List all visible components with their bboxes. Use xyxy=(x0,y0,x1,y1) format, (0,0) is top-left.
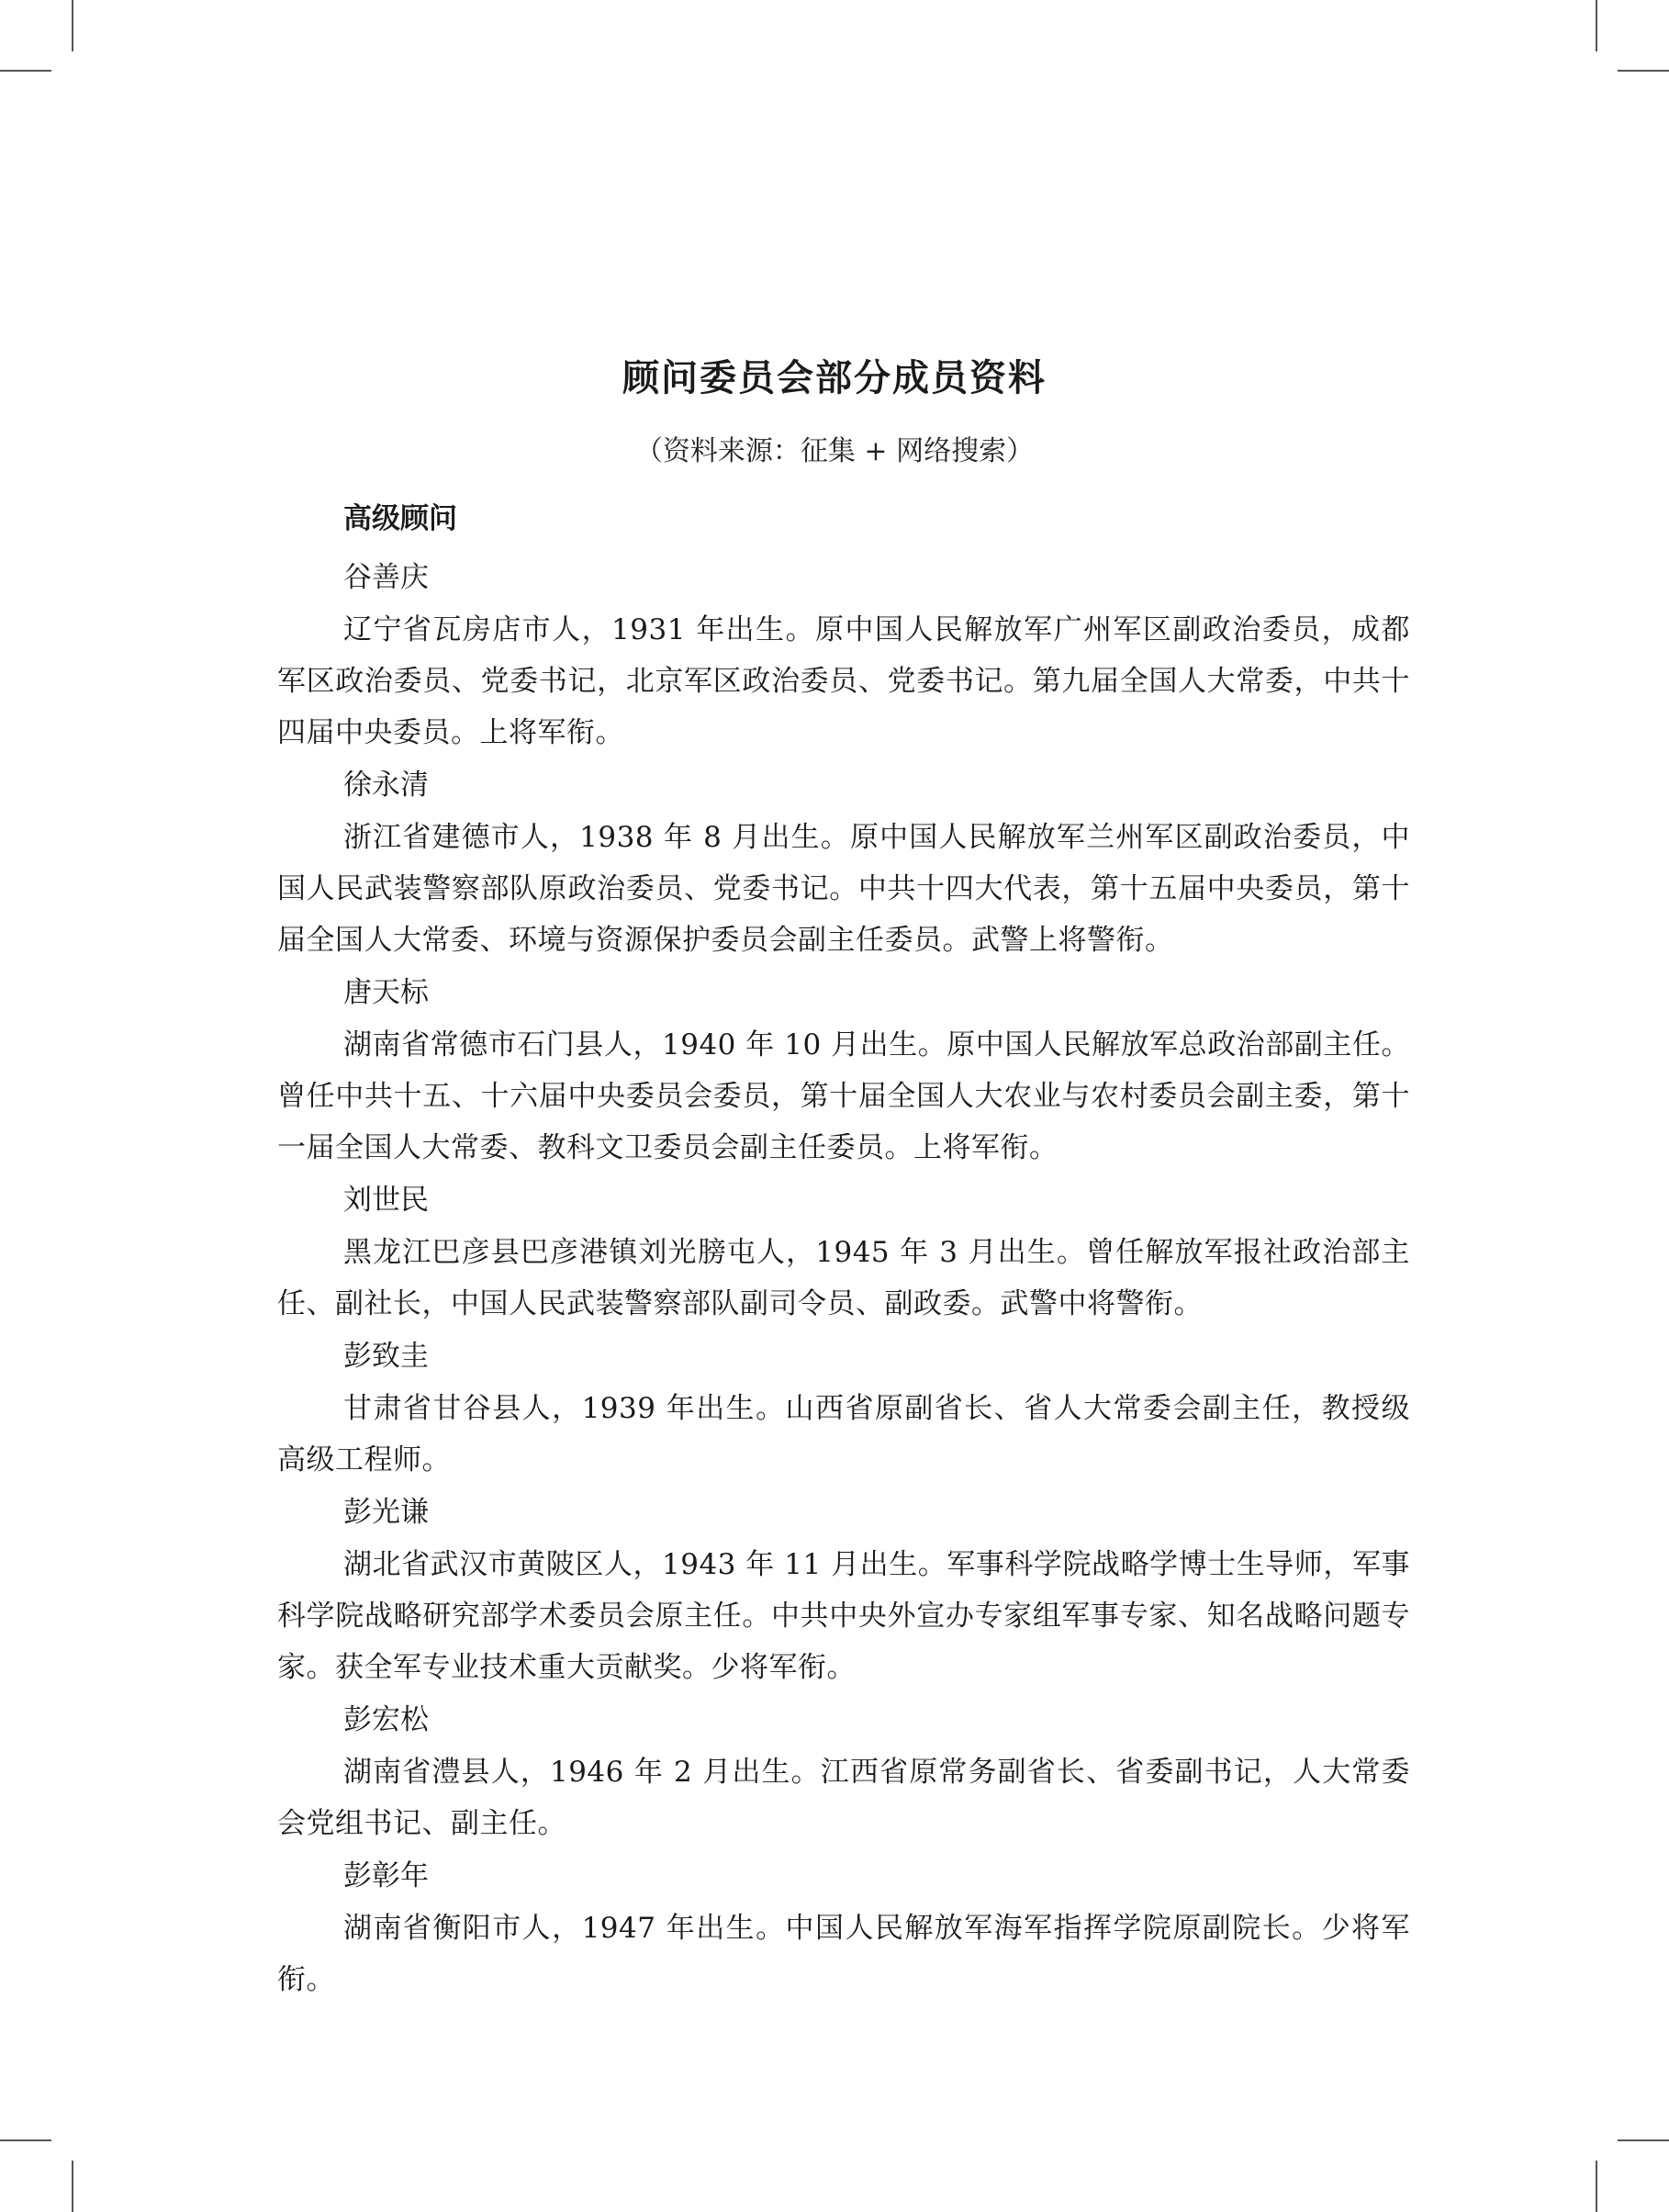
page-title: 顾问委员会部分成员资料 xyxy=(622,357,1047,399)
member-entry xyxy=(277,555,1410,758)
member-name: 刘世民 xyxy=(343,1184,429,1217)
member-name: 彭致圭 xyxy=(343,1340,429,1373)
member-entry xyxy=(277,1853,1410,2005)
member-entry xyxy=(277,762,1410,966)
page-subtitle: （资料来源：征集 + 网络搜索） xyxy=(634,435,1035,467)
crop-mark-top-left-vertical xyxy=(72,0,73,51)
member-name: 彭光谦 xyxy=(343,1496,429,1529)
member-name: 徐永清 xyxy=(343,769,429,802)
member-entry xyxy=(277,1489,1410,1693)
member-bio: 湖南省常德市石门县人，1940 年 10 月出生。原中国人民解放军总政治部副主任。曾任中共十五、十六届中央委员会委员，第十届全国人大农业与农村委员会副主委，第十一届全国人大常委、教科文卫委员会副主任委员。上将军衔。 xyxy=(277,1028,1410,1164)
crop-mark-top-right-vertical xyxy=(1596,0,1597,51)
member-name: 唐天标 xyxy=(343,976,429,1009)
crop-mark-bottom-left-vertical xyxy=(72,2161,73,2212)
member-entry xyxy=(277,1697,1410,1849)
crop-mark-top-left-horizontal xyxy=(0,70,51,72)
member-bio: 甘肃省甘谷县人，1939 年出生。山西省原副省长、省人大常委会副主任，教授级高级工程师。 xyxy=(277,1392,1410,1477)
crop-mark-bottom-right-horizontal xyxy=(1618,2139,1669,2141)
member-name: 谷善庆 xyxy=(343,561,429,594)
member-entry xyxy=(277,970,1410,1173)
member-name: 彭宏松 xyxy=(343,1703,429,1736)
member-bio: 湖南省澧县人，1946 年 2 月出生。江西省原常务副省长、省委副书记，人大常委会党组书记、副主任。 xyxy=(277,1756,1410,1840)
member-bio: 湖北省武汉市黄陂区人，1943 年 11 月出生。军事科学院战略学博士生导师，军事科学院战略研究部学术委员会原主任。中共中央外宣办专家组军事专家、知名战略问题专家。获全军专业技术重大贡献奖。少将军衔。 xyxy=(277,1548,1410,1684)
section-heading: 高级顾问 xyxy=(343,502,457,535)
member-bio: 辽宁省瓦房店市人，1931 年出生。原中国人民解放军广州军区副政治委员，成都军区政治委员、党委书记，北京军区政治委员、党委书记。第九届全国人大常委，中共十四届中央委员。上将军衔。 xyxy=(277,613,1410,749)
crop-mark-bottom-right-vertical xyxy=(1596,2161,1597,2212)
crop-mark-top-right-horizontal xyxy=(1618,70,1669,72)
member-entry xyxy=(277,1177,1410,1330)
member-bio: 黑龙江巴彦县巴彦港镇刘光膀屯人，1945 年 3 月出生。曾任解放军报社政治部主任、副社长，中国人民武装警察部队副司令员、副政委。武警中将警衔。 xyxy=(277,1236,1410,1320)
member-entry xyxy=(277,1333,1410,1486)
member-name: 彭彰年 xyxy=(343,1859,429,1892)
member-bio: 浙江省建德市人，1938 年 8 月出生。原中国人民解放军兰州军区副政治委员，中国人民武装警察部队原政治委员、党委书记。中共十四大代表，第十五届中央委员，第十届全国人大常委、环境与资源保护委员会副主任委员。武警上将警衔。 xyxy=(277,821,1410,957)
crop-mark-bottom-left-horizontal xyxy=(0,2139,51,2141)
member-bio: 湖南省衡阳市人，1947 年出生。中国人民解放军海军指挥学院原副院长。少将军衔。 xyxy=(277,1912,1410,1996)
document-body xyxy=(277,496,1410,2009)
